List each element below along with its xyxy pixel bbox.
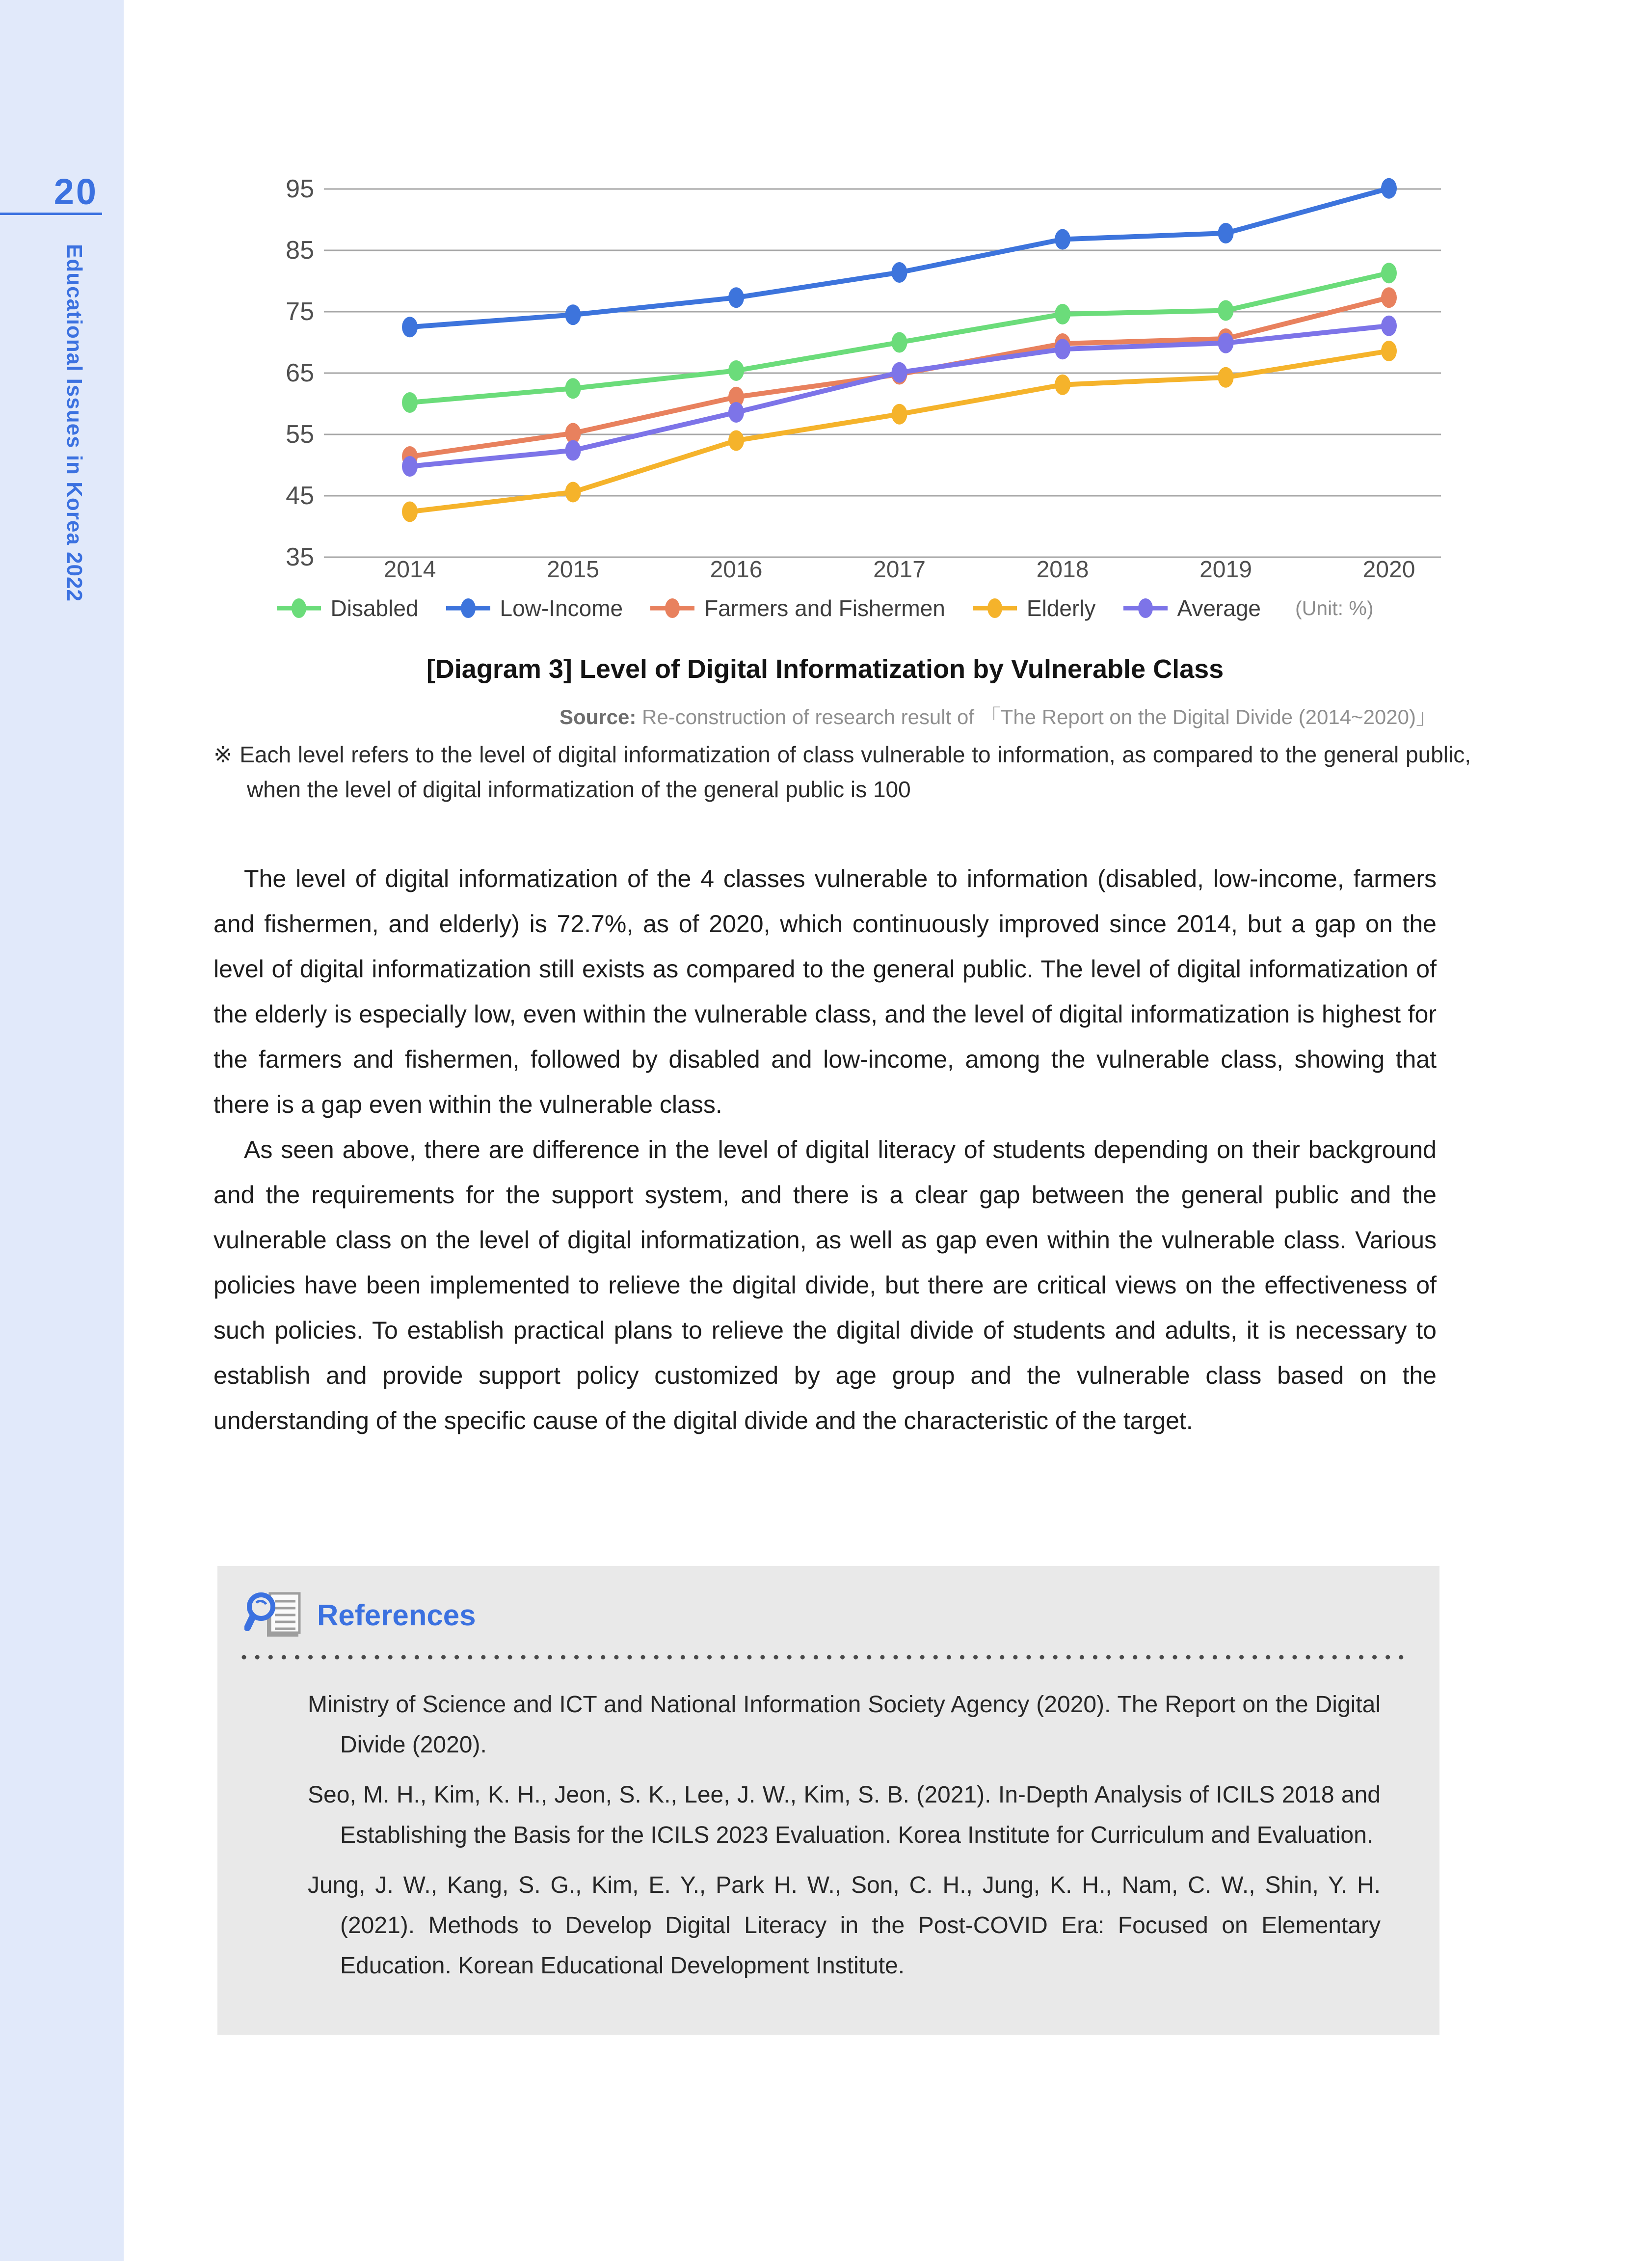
data-point — [1381, 178, 1397, 199]
legend-marker-icon — [973, 597, 1017, 619]
x-tick-label: 2014 — [383, 557, 436, 583]
legend-marker-icon — [446, 597, 490, 619]
body-paragraph-1: The level of digital informatization of the 4 classes vulnerable to information (disabled, low-income, farmers and fishermen, and elderly) is 72.7%, as of 2020, which continuously improved since 2014, but a gap on the level of digital informatization still exists as compared to the general public. The level of digital informatization of the elderly is especially low, even within the vulnerable class, and the level of digital informatization is highest for the farmers and fishermen, followed by disabled and low-income, among the vulnerable class, showing that there is a gap even within the vulnerable class. — [213, 865, 1437, 1118]
data-point — [565, 482, 581, 503]
data-point — [1381, 287, 1397, 308]
legend-item-low-income — [446, 595, 623, 621]
data-point — [728, 360, 744, 381]
data-point — [892, 262, 907, 283]
y-tick-label: 45 — [286, 482, 314, 510]
data-point — [1381, 316, 1397, 336]
y-tick-label: 95 — [286, 175, 314, 203]
reference-entry: Ministry of Science and ICT and National Information Society Agency (2020). The Report on the Digital Divide (2020). — [308, 1692, 1381, 1758]
data-point — [565, 378, 581, 399]
data-point — [402, 456, 418, 477]
reference-entry: Jung, J. W., Kang, S. G., Kim, E. Y., Park H. W., Son, C. H., Jung, K. H., Nam, C. W., Shin, Y. H. (2021). Methods to Develop Digital Literacy in the Post-COVID Era: Focused on Elementary Education. Korean Educational Development Institute. — [308, 1872, 1381, 1979]
references-header — [244, 1590, 1439, 1640]
sidebar — [0, 0, 124, 2261]
diagram-caption: [Diagram 3] Level of Digital Informatization by Vulnerable Class — [426, 654, 1224, 684]
legend-label: Elderly — [1026, 595, 1096, 621]
legend-label: Low-Income — [500, 595, 623, 621]
legend-marker-icon — [1123, 597, 1168, 619]
line-chart — [265, 152, 1443, 584]
data-point — [728, 402, 744, 423]
x-tick-label: 2018 — [1036, 557, 1089, 583]
x-tick-label: 2016 — [710, 557, 763, 583]
source-line — [213, 701, 1437, 730]
x-tick-label: 2015 — [547, 557, 599, 583]
book-title-vertical: Educational Issues in Korea 2022 — [62, 244, 86, 602]
data-point — [1055, 229, 1070, 250]
legend-item-elderly — [973, 595, 1096, 621]
data-point — [402, 317, 418, 337]
footnote-text: Each level refers to the level of digital informatization of class vulnerable to information, as compared to the general public, when the level of digital informatization of the general public is 100 — [240, 742, 1471, 802]
y-tick-label: 35 — [286, 543, 314, 571]
data-point — [565, 304, 581, 325]
y-tick-label: 65 — [286, 359, 314, 387]
data-point — [1055, 375, 1070, 395]
legend-label: Average — [1177, 595, 1261, 621]
data-point — [1055, 304, 1070, 324]
page-number-rule — [0, 213, 102, 215]
y-tick-label: 55 — [286, 420, 314, 449]
data-point — [1218, 333, 1234, 353]
x-tick-label: 2020 — [1362, 557, 1415, 583]
magnifier-document-icon — [244, 1590, 302, 1640]
data-point — [892, 404, 907, 425]
y-tick-label: 75 — [286, 297, 314, 326]
legend-marker-icon — [650, 597, 694, 619]
data-point — [402, 502, 418, 522]
page-number: 20 — [53, 171, 98, 212]
legend-marker-icon — [277, 597, 321, 619]
data-point — [728, 431, 744, 451]
data-point — [1055, 339, 1070, 359]
footnote-marker: ※ — [213, 742, 240, 767]
legend-item-disabled — [277, 595, 419, 621]
data-point — [892, 332, 907, 353]
body-paragraph-2: As seen above, there are difference in the level of digital literacy of students depending on their background and the requirements for the support system, and there is a clear gap between the general public and the vulnerable class on the level of digital informatization, as well as gap even within the vulnerable class. Various policies have been implemented to relieve the digital divide, but there are critical views on the effectiveness of such policies. To establish practical plans to relieve the digital divide of students and adults, it is necessary to establish and provide support policy customized by age group and the vulnerable class based on the understanding of the specific cause of the digital divide and the characteristic of the target. — [213, 1136, 1437, 1434]
references-list — [217, 1685, 1410, 1986]
legend-item-average — [1123, 595, 1261, 621]
x-tick-label: 2019 — [1199, 557, 1252, 583]
legend-label: Disabled — [330, 595, 419, 621]
data-point — [1218, 223, 1234, 243]
legend-item-farmers-and-fishermen — [650, 595, 945, 621]
data-point — [1218, 300, 1234, 321]
x-tick-label: 2017 — [873, 557, 926, 583]
reference-entry: Seo, M. H., Kim, K. H., Jeon, S. K., Lee, J. W., Kim, S. B. (2021). In-Depth Analysis of ICILS 2018 and Establishing the Basis for the ICILS 2023 Evaluation. Korea Institute for Curriculum and Evaluation. — [308, 1782, 1381, 1848]
source-text: Re-construction of research result of 「The Report on the Digital Divide (2014~2020)」 — [636, 705, 1437, 728]
chart-legend — [213, 595, 1437, 621]
dotted-divider — [241, 1654, 1416, 1660]
legend-label: Farmers and Fishermen — [704, 595, 945, 621]
data-point — [1218, 367, 1234, 388]
data-point — [402, 392, 418, 413]
y-tick-label: 85 — [286, 236, 314, 265]
data-point — [1381, 341, 1397, 361]
source-label: Source: — [559, 705, 637, 728]
data-point — [565, 440, 581, 461]
references-section — [217, 1566, 1439, 2035]
data-point — [892, 362, 907, 383]
data-point — [728, 287, 744, 308]
unit-label: (Unit: %) — [1295, 596, 1374, 619]
references-title: References — [317, 1598, 476, 1632]
data-point — [1381, 263, 1397, 283]
footnote — [213, 737, 1471, 807]
